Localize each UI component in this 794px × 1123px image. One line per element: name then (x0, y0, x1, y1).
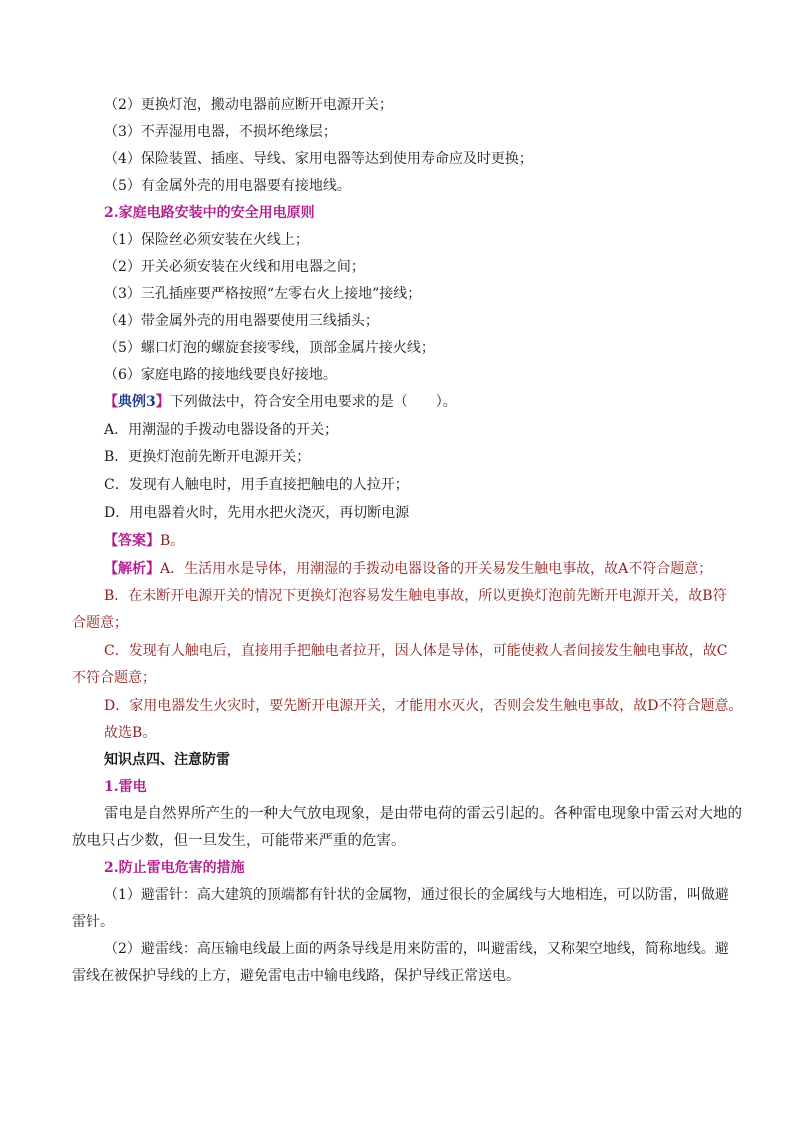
paragraph-line: 雷针。 (72, 914, 114, 930)
subsection-heading: 2.防止雷电危害的措施 (104, 860, 245, 876)
paragraph-line: （2）避雷线：高压输电线最上面的两条导线是用来防雷的，叫避雷线，又称架空地线，简称地线。避 (104, 941, 729, 957)
principle-item: （6）家庭电路的接地线要良好接地。 (104, 367, 337, 383)
example-tag-number: 3 (146, 394, 156, 410)
analysis-line: C．发现有人触电后，直接用手把触电者拉开，因人体是导体，可能使救人者间接发生触电事故，故C (104, 643, 728, 659)
paragraph-line: 放电只占少数，但一旦发生，可能带来严重的危害。 (72, 833, 406, 849)
principle-item: （2）开关必须安装在火线和用电器之间； (104, 259, 365, 275)
principle-item: （3）三孔插座要严格按照“左零右火上接地”接线； (104, 286, 422, 302)
principle-item: （4）带金属外壳的用电器要使用三线插头； (104, 313, 379, 329)
principle-item: （1）保险丝必须安装在火线上； (104, 232, 309, 248)
example-tag-close: 】 (155, 394, 170, 410)
option-b: B．更换灯泡前先断开电源开关； (104, 449, 311, 465)
principle-item: （5）螺口灯泡的螺旋套接零线，顶部金属片接火线； (104, 340, 435, 356)
knowledge-point-title: 知识点四、注意防雷 (104, 752, 230, 768)
subsection-heading: 1.雷电 (104, 779, 147, 795)
paragraph-line: 雷线在被保护导线的上方，避免雷电击中输电线路，保护导线正常送电。 (72, 968, 520, 984)
answer-tag: 【答案】 (104, 533, 160, 549)
analysis-line: 故选B。 (104, 725, 157, 741)
analysis-line: 合题意； (72, 615, 128, 631)
analysis-line (104, 559, 712, 579)
analysis-tag: 【解析】 (104, 561, 160, 577)
rule-item: （5）有金属外壳的用电器要有接地线。 (104, 178, 351, 194)
analysis-text: A．生活用水是导体，用潮湿的手拨动电器设备的开关易发生触电事故，故A不符合题意； (160, 561, 713, 577)
answer-value: B。 (160, 533, 185, 549)
question-text: 下列做法中，符合安全用电要求的是（ ）。 (169, 394, 457, 410)
answer-line (104, 531, 184, 551)
rule-item: （4）保险装置、插座、导线、家用电器等达到使用寿命应及时更换； (104, 151, 533, 167)
example-question (104, 392, 457, 412)
option-a: A．用潮湿的手拨动电器设备的开关； (104, 422, 339, 438)
paragraph-line: （1）避雷针：高大建筑的顶端都有针状的金属物，通过很长的金属线与大地相连，可以防雷，叫做避 (104, 887, 729, 903)
analysis-line: B．在未断开电源开关的情况下更换灯泡容易发生触电事故，所以更换灯泡前先断开电源开关，故B符 (104, 588, 727, 604)
option-c: C．发现有人触电时，用手直接把触电的人拉开； (104, 477, 409, 493)
rule-item: （2）更换灯泡，搬动电器前应断开电源开关； (104, 97, 393, 113)
analysis-line: D．家用电器发生火灾时，要先断开电源开关，才能用水灭火，否则会发生触电事故，故D不符合题意。 (104, 698, 743, 714)
option-d: D．用电器着火时，先用水把火浇灭，再切断电源 (104, 505, 410, 521)
example-tag-label: 典例 (118, 394, 146, 410)
rule-item: （3）不弄湿用电器，不损坏绝缘层； (104, 124, 337, 140)
analysis-line: 不符合题意； (72, 670, 156, 686)
paragraph-line: 雷电是自然界所产生的一种大气放电现象，是由带电荷的雷云引起的。各种雷电现象中雷云对大地的 (104, 806, 742, 822)
section-heading: 2.家庭电路安装中的安全用电原则 (104, 205, 315, 221)
example-tag-open: 【 (104, 394, 118, 410)
